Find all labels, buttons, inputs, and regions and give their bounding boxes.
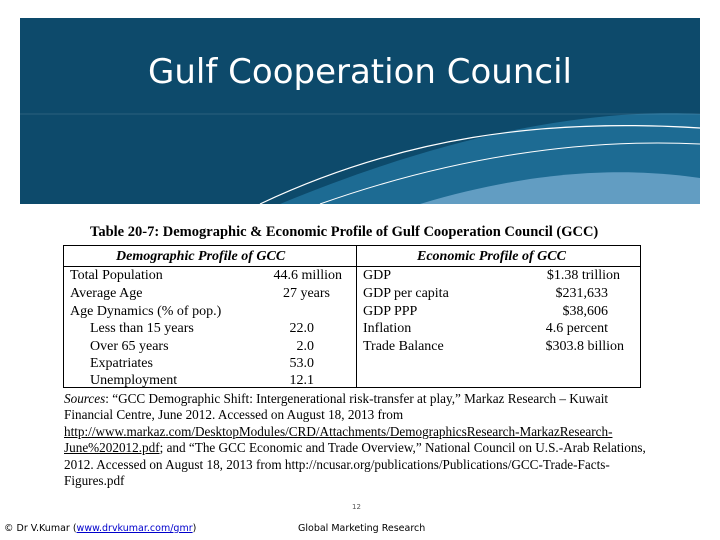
column-divider (356, 246, 357, 387)
profile-table (63, 245, 641, 388)
demo-value-average-age: 27 years (282, 286, 330, 301)
demo-value-unemployment: 12.1 (289, 373, 314, 388)
page-number: 12 (352, 503, 361, 511)
footer-course-title: Global Marketing Research (298, 523, 426, 534)
econ-label-gdp-ppp: GDP PPP (363, 304, 418, 319)
footer-copyright-prefix: © Dr V.Kumar ( (4, 523, 77, 534)
demographic-header: Demographic Profile of GCC (116, 249, 286, 264)
economic-header: Economic Profile of GCC (417, 249, 566, 264)
footer-website-link[interactable]: www.drvkumar.com/gmr (76, 523, 193, 534)
demo-label-less-than-15: Less than 15 years (90, 321, 194, 336)
banner-decorative-curves (20, 18, 700, 204)
econ-label-inflation: Inflation (363, 321, 412, 336)
econ-label-trade-balance: Trade Balance (363, 339, 444, 354)
sources-text-2: ; and “The GCC Economic and Trade Overview,” National Council on U.S.-Arab Relations, 2012. Accessed on August 18, 2013 from http://ncusar.org/publications/Publications/GCC-Trade-Facts-Figures.pdf (64, 440, 646, 489)
footer-copyright-suffix: ) (192, 523, 197, 534)
econ-value-trade-balance: $303.8 billion (545, 339, 624, 354)
slide-title: Gulf Cooperation Council (148, 52, 572, 92)
demo-label-total-population: Total Population (70, 268, 163, 283)
demo-label-age-dynamics: Age Dynamics (% of pop.) (70, 304, 222, 319)
header-divider (64, 266, 640, 267)
demo-label-over-65: Over 65 years (90, 339, 169, 354)
sources-link-markaz[interactable]: http://www.markaz.com/DesktopModules/CRD/Attachments/DemographicsResearch-MarkazResearch-June%202012.pdf (64, 423, 613, 456)
footer-copyright (4, 523, 196, 534)
title-banner (20, 18, 700, 204)
demo-value-over-65: 2.0 (296, 339, 314, 354)
demo-value-total-population: 44.6 million (273, 268, 342, 283)
demo-label-average-age: Average Age (70, 286, 143, 301)
econ-value-gdp-per-capita: $231,633 (555, 286, 608, 301)
econ-value-gdp-ppp: $38,606 (562, 304, 608, 319)
demo-value-expatriates: 53.0 (289, 356, 314, 371)
demo-label-unemployment: Unemployment (90, 373, 178, 388)
sources-text-1: : “GCC Demographic Shift: Intergenerational risk-transfer at play,” Markaz Research – Kuwait Financial Centre, June 2012. Accessed on August 18, 2013 from (64, 391, 609, 423)
demo-label-expatriates: Expatriates (90, 356, 153, 371)
table-caption: Table 20-7: Demographic & Economic Profile of Gulf Cooperation Council (GCC) (90, 224, 599, 240)
sources-note (64, 391, 654, 489)
econ-value-gdp: $1.38 trillion (546, 268, 620, 283)
econ-label-gdp: GDP (363, 268, 392, 283)
econ-value-inflation: 4.6 percent (545, 321, 608, 336)
sources-label: Sources (64, 391, 106, 406)
demo-value-less-than-15: 22.0 (289, 321, 314, 336)
econ-label-gdp-per-capita: GDP per capita (363, 286, 449, 301)
